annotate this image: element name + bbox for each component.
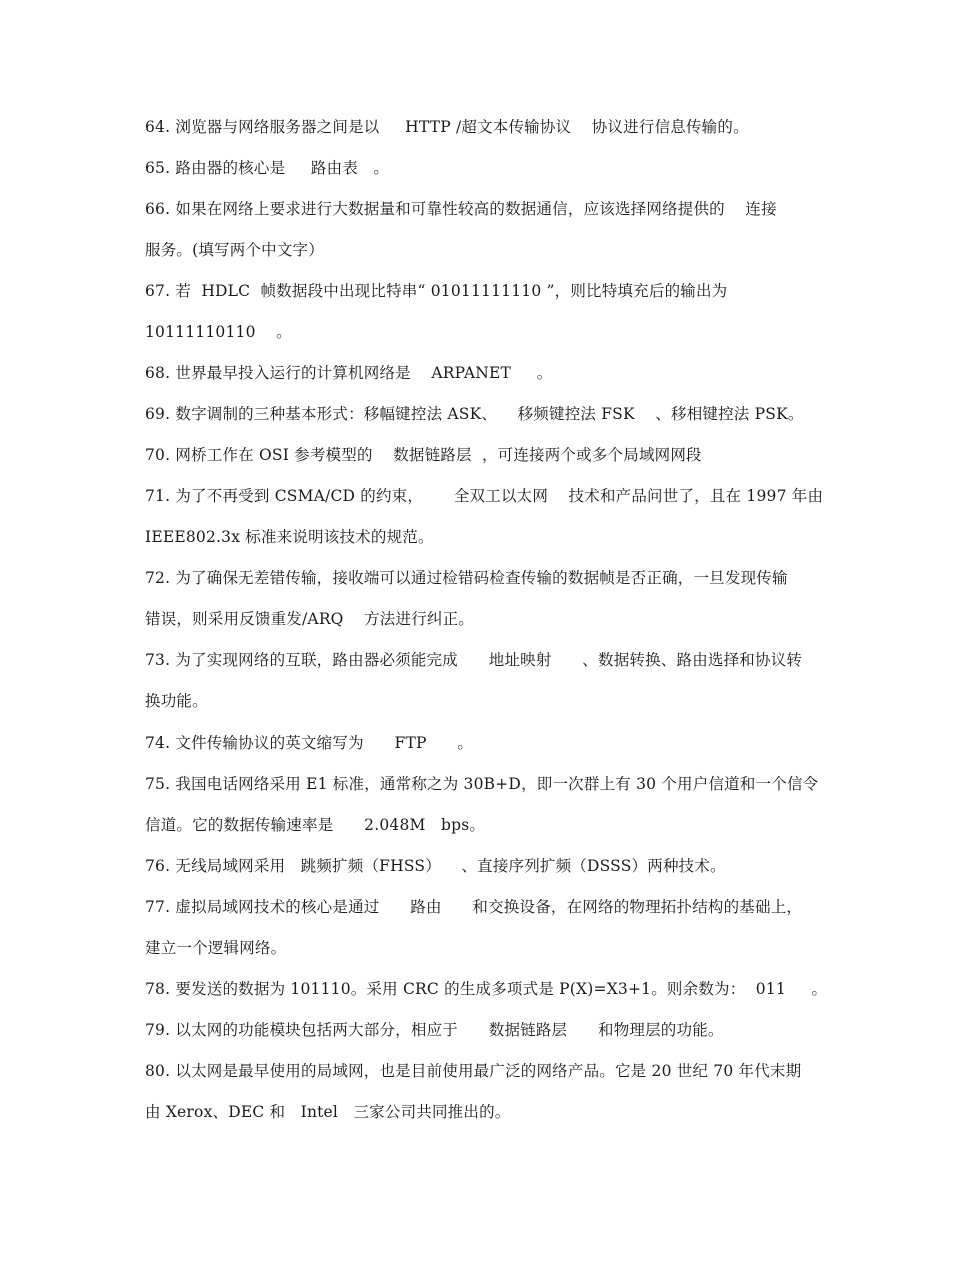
text-line: 信道。它的数据传输速率是 2.048M bps。 [145, 816, 486, 834]
text-line: 74. 文件传输协议的英文缩写为 FTP 。 [145, 734, 474, 752]
text-line: 71. 为了不再受到 CSMA/CD 的约束， 全双工以太网 技术和产品问世了，且在 1997 年由 [145, 487, 824, 505]
text-line: 64. 浏览器与网络服务器之间是以 HTTP /超文本传输协议 协议进行信息传输的。 [145, 118, 749, 136]
text-line: 65. 路由器的核心是 路由表 。 [145, 159, 390, 177]
text-line: 75. 我国电话网络采用 E1 标准，通常称之为 30B+D，即一次群上有 30 个用户信道和一个信令 [145, 775, 819, 793]
text-line: 建立一个逻辑网络。 [145, 939, 287, 957]
text-line: 73. 为了实现网络的互联，路由器必须能完成 地址映射 、数据转换、路由选择和协议转 [145, 651, 803, 669]
text-line: IEEE802.3x 标准来说明该技术的规范。 [145, 528, 434, 546]
text-line: 换功能。 [145, 692, 208, 710]
text-line: 69. 数字调制的三种基本形式：移幅键控法 ASK、 移频键控法 FSK 、移相键控法 PSK。 [145, 405, 804, 423]
text-line: 67. 若 HDLC 帧数据段中出现比特串“ 01011111110 ”，则比特填充后的输出为 [145, 282, 728, 300]
text-line: 78. 要发送的数据为 101110。采用 CRC 的生成多项式是 P(X)=X3+1。则余数为： 011 。 [145, 980, 828, 998]
text-line: 70. 网桥工作在 OSI 参考模型的 数据链路层 ，可连接两个或多个局域网网段 [145, 446, 702, 464]
text-line: 66. 如果在网络上要求进行大数据量和可靠性较高的数据通信，应该选择网络提供的 连接 [145, 200, 777, 218]
text-line: 错误，则采用反馈重发/ARQ 方法进行纠正。 [145, 610, 475, 628]
text-line: 由 Xerox、DEC 和 Intel 三家公司共同推出的。 [145, 1103, 511, 1121]
text-line: 72. 为了确保无差错传输，接收端可以通过检错码检查传输的数据帧是否正确，一旦发现传输 [145, 569, 788, 587]
text-line: 77. 虚拟局域网技术的核心是通过 路由 和交换设备，在网络的物理拓扑结构的基础上， [145, 898, 803, 916]
text-line: 服务。(填写两个中文字） [145, 241, 324, 259]
text-line: 80. 以太网是最早使用的局域网，也是目前使用最广泛的网络产品。它是 20 世纪 70 年代末期 [145, 1062, 802, 1080]
text-line: 68. 世界最早投入运行的计算机网络是 ARPANET 。 [145, 364, 553, 382]
text-line: 10111110110 。 [145, 323, 292, 341]
text-line: 76. 无线局域网采用 跳频扩频（FHSS） 、直接序列扩频（DSSS）两种技术。 [145, 857, 726, 875]
text-line: 79. 以太网的功能模块包括两大部分，相应于 数据链路层 和物理层的功能。 [145, 1021, 724, 1039]
